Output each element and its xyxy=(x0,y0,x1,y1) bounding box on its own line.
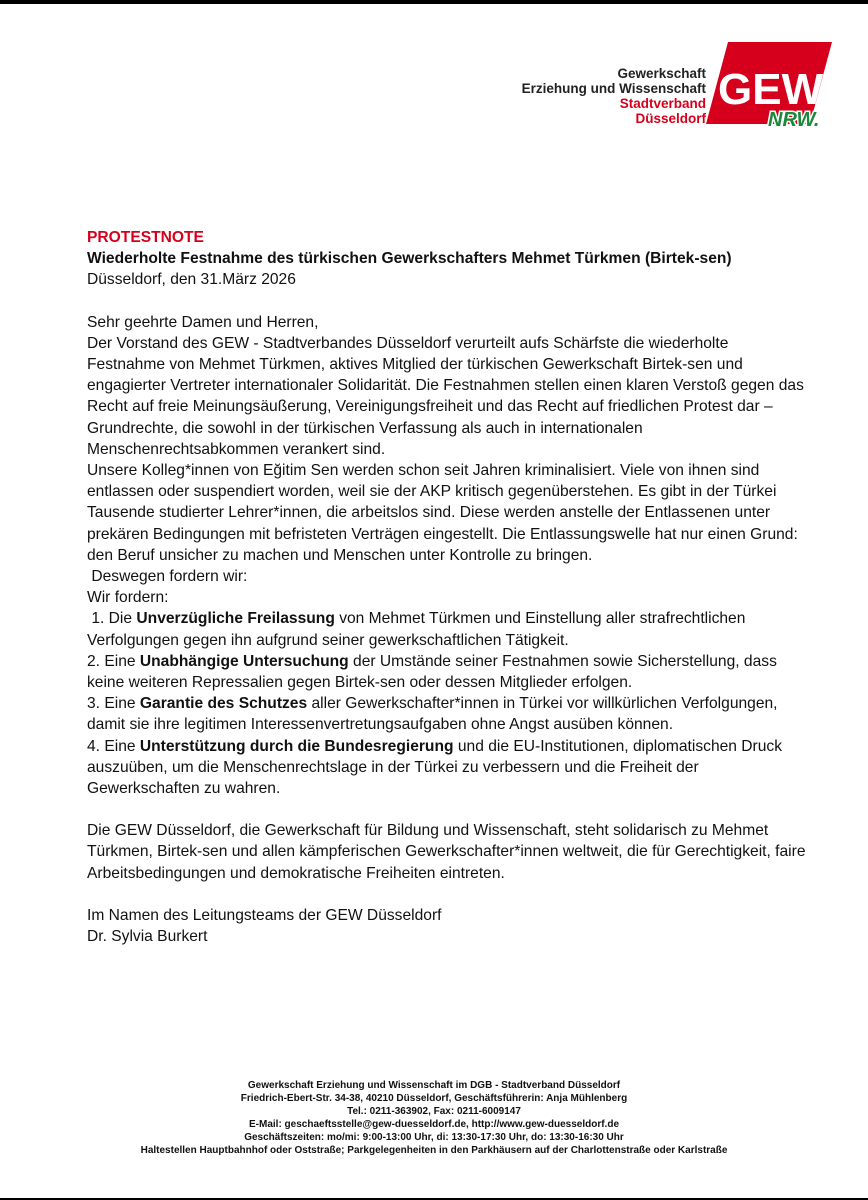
deswegen-line xyxy=(87,566,807,587)
protest-note-label: PROTESTNOTE xyxy=(87,229,204,246)
letterhead-line-3: Stadtverband xyxy=(619,96,706,111)
footer-line-4: E-Mail: geschaeftsstelle@gew-duesseldorf.de, http://www.gew-duesseldorf.de xyxy=(249,1119,619,1130)
signer-name: Dr. Sylvia Burkert xyxy=(87,928,208,946)
subject-line: Wiederholte Festnahme des türkischen Gewerkschafters Mehmet Türkmen (Birtek-sen) xyxy=(87,250,732,268)
footer-line-6: Haltestellen Hauptbahnhof oder Oststraße; Parkgelegenheiten in den Parkhäusern auf der Charlottenstraße oder Karlstraße xyxy=(140,1145,728,1156)
demand-item: 2. Eine Unabhängige Untersuchung der Umstände seiner Festnahmen sowie Sicherstellung, dass keine weiteren Repressalien gegen Birtek-sen oder dessen Mitglieder erfolgen. xyxy=(87,652,777,692)
gew-nrw-logo xyxy=(706,42,832,134)
paragraph-egitim-sen: Unsere Kolleg*innen von Eğitim Sen werden schon seit Jahren kriminalisiert. Viele von ihnen sind entlassen oder suspendiert worden, weil sie der AKP kritisch gegenüberstehen. Es gibt in der Türkei Tausende studierter Lehrer*innen, die arbeitslos sind. Diese werden anstelle der Entlassenen unter prekären Bedingungen mit befristeten Verträgen eingestellt. Die Entlassungswelle hat nur einen Grund: den Beruf unsicher zu machen und Menschen unter Kontrolle zu bringen. xyxy=(87,462,798,564)
letterhead-line-4: Düsseldorf xyxy=(635,111,706,126)
logo-main-text: GEW xyxy=(718,65,824,114)
salutation: Sehr geehrte Damen und Herren, xyxy=(87,313,319,331)
letterhead-text xyxy=(522,66,706,126)
letter-body xyxy=(87,227,807,947)
place-date: Düsseldorf, den 31.März 2026 xyxy=(87,271,296,289)
letter-page xyxy=(0,4,868,1198)
demand-item: 1. Die Unverzügliche Freilassung von Mehmet Türkmen und Einstellung aller strafrechtlichen Verfolgungen gegen ihn aufgrund seiner gewerkschaftlichen Tätigkeit. xyxy=(87,610,746,649)
letter-footer xyxy=(0,1079,868,1157)
paragraph-condemnation: Der Vorstand des GEW - Stadtverbandes Düsseldorf verurteilt aufs Schärfste die wiederholte Festnahme von Mehmet Türkmen, aktives Mitglied der türkischen Gewerkschaft Birtek-sen und engagierter Vertreter internationaler Solidarität. Die Festnahmen stellen einen klaren Verstoß gegen das Recht auf freie Meinungsäußerung, Vereinigungsfreiheit und das Recht auf friedlichen Protest dar – Grundrechte, die sowohl in der türkischen Verfassung als auch in internationalen Menschenrechtsabkommen verankert sind. xyxy=(87,334,804,458)
logo-sub-text: NRW. xyxy=(768,109,820,131)
demand-item: 3. Eine Garantie des Schutzes aller Gewerkschafter*innen in Türkei vor willkürlichen Verfolgungen, damit sie ihre legitimen Interessenvertretungsaufgaben ohne Angst ausüben können. xyxy=(87,695,778,734)
paragraph-solidarity: Die GEW Düsseldorf, die Gewerkschaft für Bildung und Wissenschaft, steht solidarisch zu Mehmet Türkmen, Birtek-sen und allen kämpferischen Gewerkschafter*innen weltweit, die für Gerechtigkeit, faire Arbeitsbedingungen und demokratische Freiheiten eintreten. xyxy=(87,822,806,882)
demand-item: 4. Eine Unterstützung durch die Bundesregierung und die EU-Institutionen, diplomatischen Druck auszuüben, um die Menschenrechtslage in der Türkei zu verbessern und die Freiheit der Gewerkschaften zu wahren. xyxy=(87,737,783,798)
footer-line-2: Friedrich-Ebert-Str. 34-38, 40210 Düsseldorf, Geschäftsführerin: Anja Mühlenberg xyxy=(240,1093,628,1104)
deswegen-text: Deswegen fordern wir: xyxy=(91,568,248,586)
letterhead-line-1: Gewerkschaft xyxy=(617,66,706,81)
footer-line-5: Geschäftszeiten: mo/mi: 9:00-13:00 Uhr, di: 13:30-17:30 Uhr, do: 13:30-16:30 Uhr xyxy=(244,1132,624,1143)
footer-line-1: Gewerkschaft Erziehung und Wissenschaft im DGB - Stadtverband Düsseldorf xyxy=(247,1080,621,1091)
letterhead-line-2: Erziehung und Wissenschaft xyxy=(521,81,706,96)
closing-line: Im Namen des Leitungsteams der GEW Düsseldorf xyxy=(87,906,442,924)
footer-line-3: Tel.: 0211-363902, Fax: 0211-6009147 xyxy=(347,1106,521,1117)
wir-fordern-line: Wir fordern: xyxy=(87,589,169,607)
